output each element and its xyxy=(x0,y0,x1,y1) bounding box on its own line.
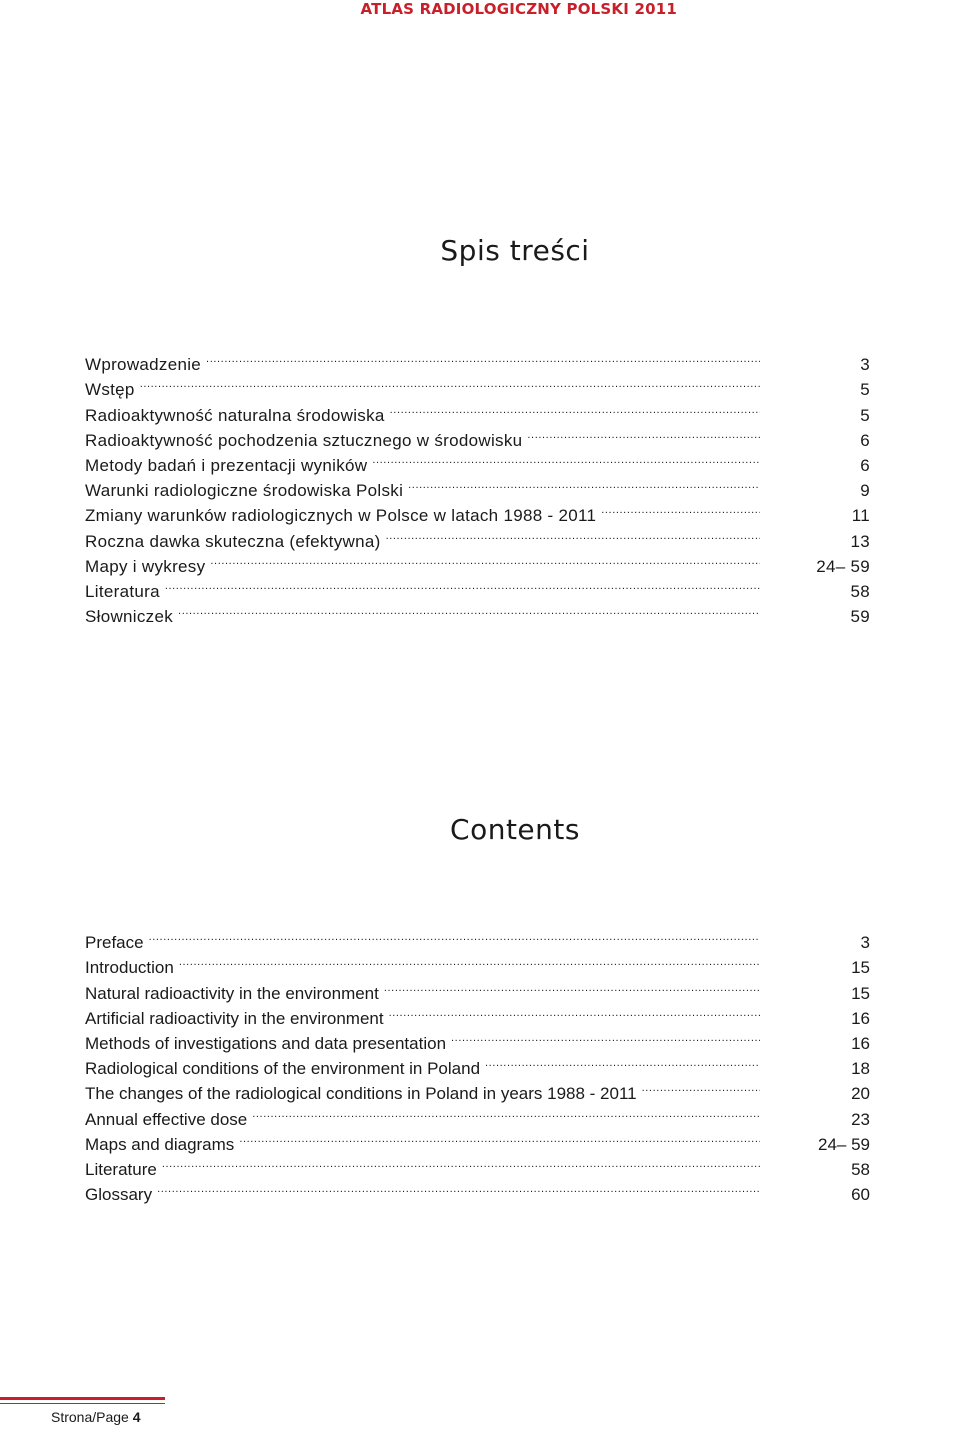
toc-leader-dots xyxy=(527,421,760,446)
toc-entry-page: 24– 59 xyxy=(816,556,870,576)
toc-entry-label: Radioaktywność pochodzenia sztucznego w środowisku xyxy=(85,430,523,450)
toc-entry-page: 60 xyxy=(851,1185,870,1205)
toc-leader-dots xyxy=(642,1074,760,1099)
toc-entry-page: 13 xyxy=(850,531,870,551)
toc-leader-dots xyxy=(408,471,760,496)
toc-entry-page: 59 xyxy=(850,607,870,627)
toc-entry-label: Artificial radioactivity in the environment xyxy=(85,1008,384,1028)
toc-entry-label: Annual effective dose xyxy=(85,1109,248,1129)
toc-entry[interactable] xyxy=(85,597,870,627)
toc-entry-label: The changes of the radiological conditions in Poland in years 1988 - 2011 xyxy=(85,1084,637,1104)
toc-entry-page: 23 xyxy=(851,1109,870,1129)
toc-entry-page: 24– 59 xyxy=(818,1134,870,1154)
toc-leader-dots xyxy=(601,496,760,521)
toc-entry-label: Maps and diagrams xyxy=(85,1134,235,1154)
toc-entry[interactable] xyxy=(85,395,870,425)
toc-entry[interactable] xyxy=(85,1175,870,1205)
english-toc-title: Contents xyxy=(450,813,580,846)
toc-leader-dots xyxy=(179,948,760,973)
toc-leader-dots xyxy=(178,597,760,622)
toc-leader-dots xyxy=(206,345,760,370)
toc-entry-page: 11 xyxy=(851,506,870,526)
toc-entry-page: 9 xyxy=(860,481,870,501)
toc-entry-page: 16 xyxy=(851,1008,870,1028)
toc-entry-page: 58 xyxy=(851,1159,870,1179)
toc-leader-dots xyxy=(149,923,760,948)
running-header-title: ATLAS RADIOLOGICZNY POLSKI 2011 xyxy=(360,0,677,18)
toc-entry[interactable] xyxy=(85,973,870,1003)
toc-entry-page: 18 xyxy=(851,1059,870,1079)
toc-leader-dots xyxy=(162,1150,760,1175)
toc-leader-dots xyxy=(210,547,760,572)
toc-leader-dots xyxy=(389,999,760,1024)
toc-leader-dots xyxy=(165,572,760,597)
toc-entry[interactable] xyxy=(85,1150,870,1179)
toc-entry-label: Natural radioactivity in the environment xyxy=(85,983,379,1003)
toc-entry-page: 20 xyxy=(851,1084,870,1104)
toc-entry-label: Roczna dawka skuteczna (efektywna) xyxy=(85,531,381,551)
footer-accent-rule xyxy=(0,1397,165,1400)
toc-leader-dots xyxy=(386,521,760,546)
toc-leader-dots xyxy=(140,370,760,395)
toc-entry-label: Mapy i wykresy xyxy=(85,556,206,576)
toc-entry-page: 6 xyxy=(860,455,870,475)
toc-entry-label: Warunki radiologiczne środowiska Polski xyxy=(85,481,404,501)
toc-entry-page: 15 xyxy=(851,983,870,1003)
toc-entry-page: 16 xyxy=(851,1033,870,1053)
toc-entry-label: Wprowadzenie xyxy=(85,355,202,375)
toc-leader-dots xyxy=(252,1099,760,1124)
toc-leader-dots xyxy=(384,973,760,998)
toc-entry[interactable] xyxy=(85,948,870,978)
polish-toc-title: Spis treści xyxy=(440,234,590,267)
footer-divider xyxy=(0,1403,165,1404)
toc-entry[interactable] xyxy=(85,370,870,400)
polish-table-of-contents xyxy=(85,345,870,627)
toc-entry-label: Słowniczek xyxy=(85,607,174,627)
toc-entry-label: Preface xyxy=(85,933,144,953)
toc-entry-label: Literatura xyxy=(85,581,160,601)
toc-entry-page: 5 xyxy=(860,380,870,400)
toc-entry-page: 5 xyxy=(860,405,870,425)
toc-entry-label: Methods of investigations and data presentation xyxy=(85,1033,447,1053)
toc-entry[interactable] xyxy=(85,572,870,601)
toc-entry-label: Introduction xyxy=(85,958,174,978)
toc-leader-dots xyxy=(485,1049,760,1074)
toc-entry-page: 58 xyxy=(850,581,870,601)
toc-entry-label: Glossary xyxy=(85,1185,153,1205)
toc-entry[interactable] xyxy=(85,345,870,375)
toc-entry-page: 3 xyxy=(860,933,870,953)
toc-entry-label: Metody badań i prezentacji wyników xyxy=(85,455,368,475)
toc-leader-dots xyxy=(372,446,760,471)
english-table-of-contents xyxy=(85,923,870,1205)
toc-entry-label: Literature xyxy=(85,1159,157,1179)
toc-entry-page: 6 xyxy=(860,430,870,450)
page-label: Strona/Page xyxy=(51,1409,129,1425)
page-footer xyxy=(51,1409,141,1425)
toc-entry[interactable] xyxy=(85,923,870,953)
toc-entry-label: Radiological conditions of the environment in Poland xyxy=(85,1059,481,1079)
toc-entry-label: Zmiany warunków radiologicznych w Polsce w latach 1988 - 2011 xyxy=(85,506,597,526)
toc-entry-page: 3 xyxy=(860,355,870,375)
toc-leader-dots xyxy=(390,395,760,420)
toc-leader-dots xyxy=(451,1024,760,1049)
toc-entry-label: Wstęp xyxy=(85,380,135,400)
toc-leader-dots xyxy=(239,1125,760,1150)
toc-entry-label: Radioaktywność naturalna środowiska xyxy=(85,405,385,425)
page-number: 4 xyxy=(132,1409,141,1425)
toc-leader-dots xyxy=(157,1175,760,1200)
toc-entry-page: 15 xyxy=(851,958,870,978)
